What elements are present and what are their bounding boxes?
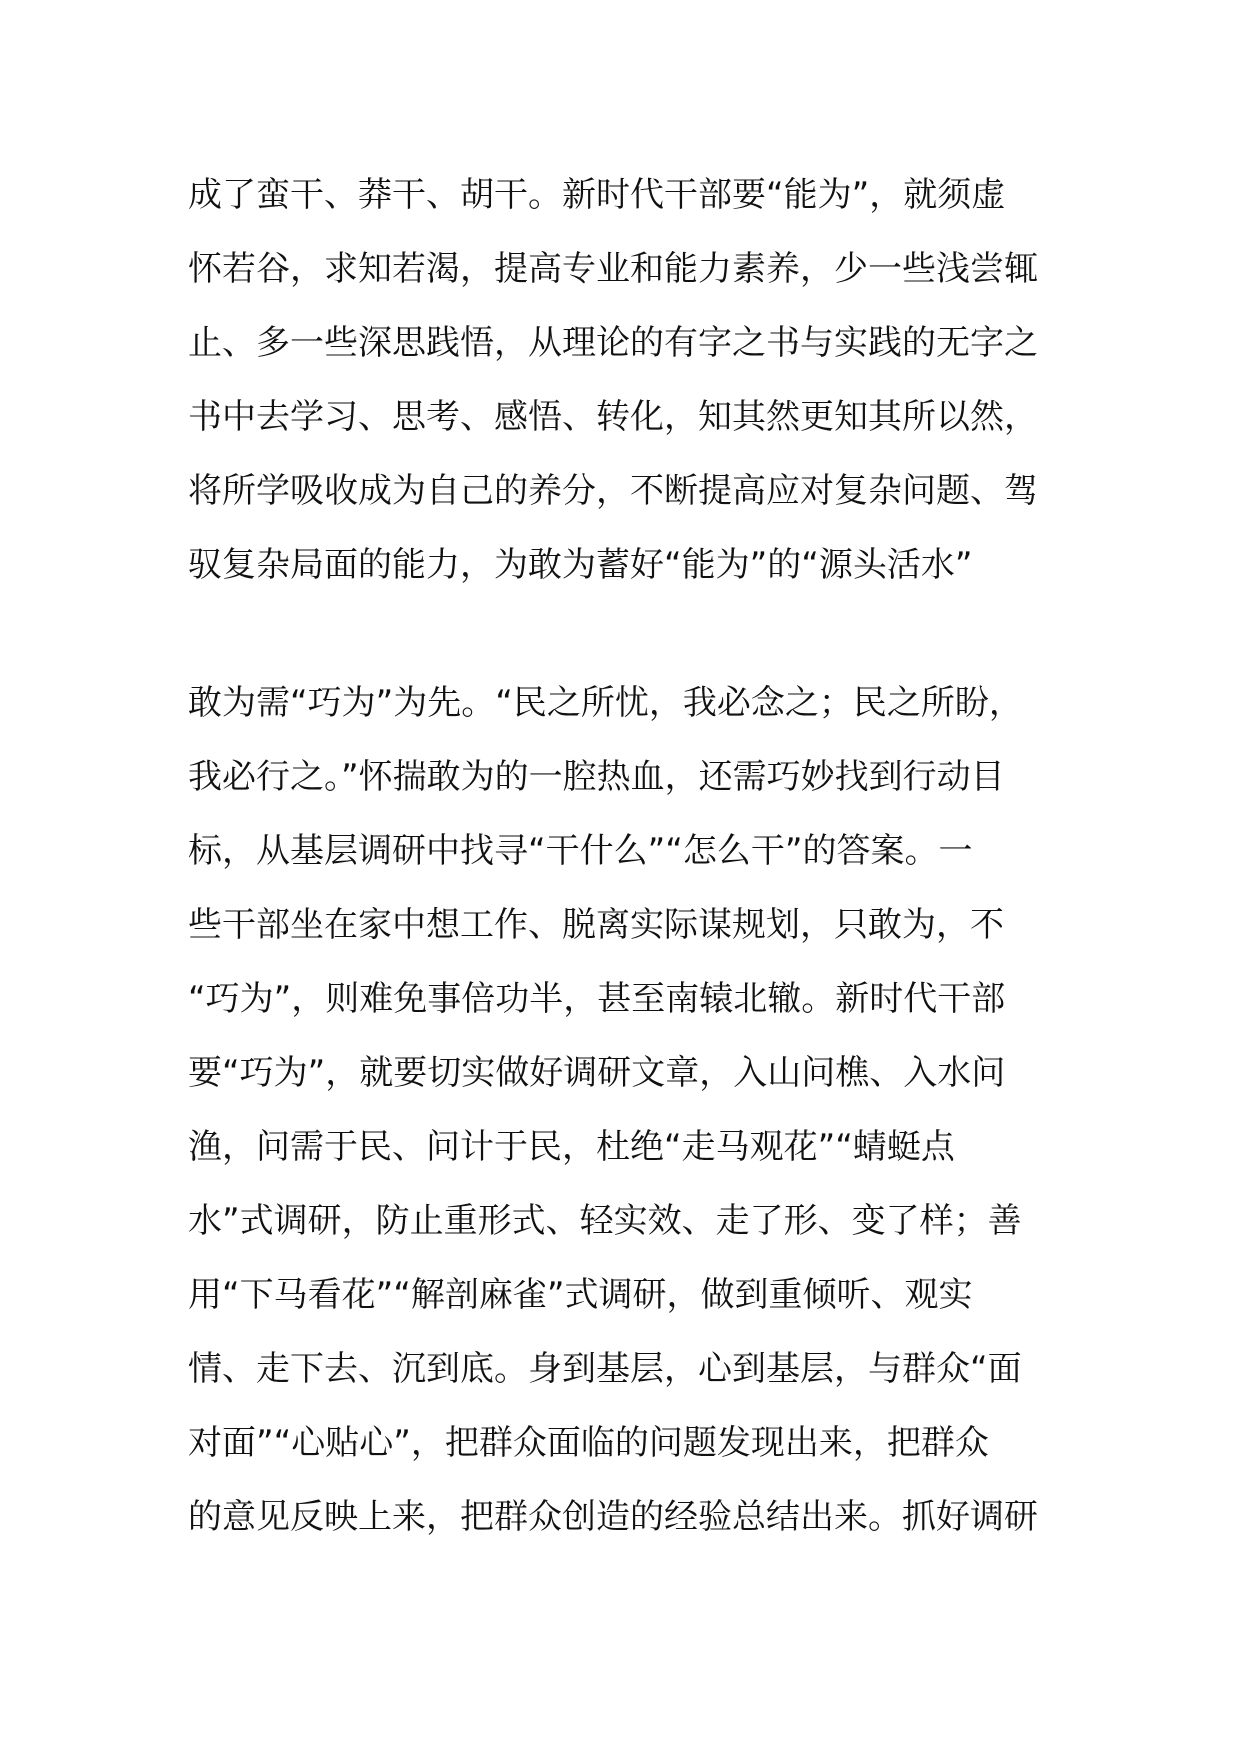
text-line: 水”式调研，防止重形式、轻实效、走了形、变了样；善: [188, 1201, 1022, 1241]
text-line: 驭复杂局面的能力，为敢为蓄好“能为”的“源头活水”: [188, 545, 973, 585]
text-line: 成了蛮干、莽干、胡干。新时代干部要“能为”，就须虚: [188, 175, 1006, 215]
paragraph: [188, 158, 1068, 602]
text-line: 怀若谷，求知若渴，提高专业和能力素养，少一些浅尝辄: [188, 249, 1038, 289]
text-line: 书中去学习、思考、感悟、转化，知其然更知其所以然，: [188, 397, 1038, 437]
text-line: 敢为需“巧为”为先。“民之所忧，我必念之；民之所盼，: [188, 683, 1023, 723]
text-line: 我必行之。”怀揣敢为的一腔热血，还需巧妙找到行动目: [188, 757, 1005, 797]
text-line: 止、多一些深思践悟，从理论的有字之书与实践的无字之: [188, 323, 1038, 363]
text-line: 用“下马看花”“解剖麻雀”式调研，做到重倾听、观实: [188, 1275, 973, 1315]
text-line: “巧为”，则难免事倍功半，甚至南辕北辙。新时代干部: [188, 979, 1006, 1019]
paragraph: [188, 666, 1068, 1554]
text-line: 要“巧为”，就要切实做好调研文章，入山问樵、入水问: [188, 1053, 1006, 1093]
text-line: 渔，问需于民、问计于民，杜绝“走马观花”“蜻蜓点: [188, 1127, 955, 1167]
text-line: 的意见反映上来，把群众创造的经验总结出来。抓好调研: [188, 1497, 1038, 1537]
text-line: 对面”“心贴心”，把群众面临的问题发现出来，把群众: [188, 1423, 989, 1463]
text-line: 情、走下去、沉到底。身到基层，心到基层，与群众“面: [188, 1349, 1022, 1389]
text-line: 将所学吸收成为自己的养分，不断提高应对复杂问题、驾: [188, 471, 1038, 511]
text-line: 些干部坐在家中想工作、脱离实际谋规划，只敢为，不: [188, 905, 1004, 945]
text-line: 标，从基层调研中找寻“干什么”“怎么干”的答案。一: [188, 831, 973, 871]
